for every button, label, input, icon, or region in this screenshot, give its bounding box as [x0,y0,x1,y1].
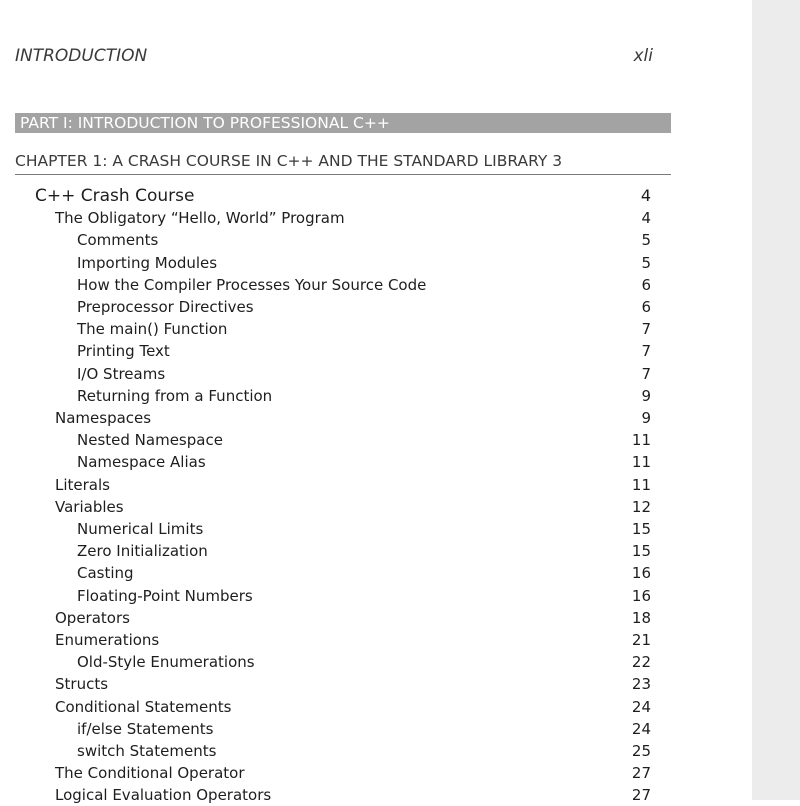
toc-entry-title: Enumerations [55,631,160,649]
toc-entry[interactable] [0,540,800,562]
toc-entry-page-number: 27 [631,786,651,805]
toc-entry[interactable] [0,651,800,673]
toc-entry-page-number: 4 [640,186,651,205]
toc-entry[interactable] [0,740,800,762]
toc-entry-page-number: 15 [631,542,651,561]
toc-entry[interactable] [0,718,800,740]
toc-entry-page-number: 6 [641,275,651,294]
toc-entry-title: Comments [77,231,159,250]
toc-entry[interactable] [0,274,800,296]
toc-entry-page-number: 5 [641,231,651,250]
toc-entry[interactable] [0,407,800,429]
toc-entry-page-number: 27 [631,764,651,783]
toc-entry-page-number: 23 [631,675,651,694]
part-heading: PART I: INTRODUCTION TO PROFESSIONAL C++ [15,113,671,133]
toc-entry[interactable] [0,474,800,496]
toc-entry-title: Nested Namespace [77,431,223,450]
toc-entry-title: Namespace Alias [77,453,206,472]
toc-entry[interactable] [0,629,800,651]
toc-entry-title: The Obligatory “Hello, World” Program [55,209,345,228]
running-head-title: INTRODUCTION [15,46,148,66]
toc-entry-page-number: 7 [641,364,651,383]
toc-entry[interactable] [0,518,800,540]
toc-entry-page-number: 7 [641,342,651,361]
toc-entry-title: Logical Evaluation Operators [55,786,272,805]
toc-entry-page-number: 15 [631,520,651,538]
toc-entry[interactable] [0,385,800,407]
toc-entry-title: switch Statements [77,742,217,760]
toc-entry[interactable] [0,696,800,718]
toc-entry-page-number: 9 [641,386,651,405]
toc-entry[interactable] [0,762,800,784]
toc-entry[interactable] [0,673,800,695]
toc-entry-page-number: 5 [641,253,651,272]
toc-entry[interactable] [0,185,800,207]
toc-entry[interactable] [0,585,800,607]
toc-entry-title: The main() Function [77,320,228,339]
toc-entry[interactable] [0,229,800,251]
toc-entry-page-number: 24 [631,719,651,738]
toc-entry-page-number: 4 [641,209,651,228]
toc-entry-title: Namespaces [55,409,152,427]
toc-entry-page-number: 24 [631,697,651,716]
toc-entry[interactable] [0,296,800,318]
toc-entry-title: Structs [55,675,109,694]
toc-entry-page-number: 11 [631,475,651,494]
toc-entry-page-number: 9 [641,409,651,427]
toc-entry-title: Floating-Point Numbers [77,586,253,605]
toc-entry-title: Importing Modules [77,253,218,272]
toc-entry-page-number: 22 [631,653,651,672]
toc-entry-title: if/else Statements [77,719,214,738]
running-head-page-number: xli [633,46,653,66]
toc-entry-title: C++ Crash Course [35,186,195,206]
toc-entry-page-number: 25 [631,742,651,760]
toc-entry-page-number: 18 [631,608,651,627]
toc-entry-page-number: 21 [631,631,651,649]
toc-entry[interactable] [0,207,800,229]
toc-entry[interactable] [0,784,800,806]
toc-entry-page-number: 12 [631,497,651,516]
toc-entry-title: Casting [77,564,134,583]
toc-entry-title: I/O Streams [77,364,166,383]
toc-entry-title: Old-Style Enumerations [77,653,255,672]
toc-entry-title: Numerical Limits [77,520,204,538]
running-head [15,46,653,70]
toc-entry-page-number: 11 [631,431,651,450]
toc-entry-title: Operators [55,608,130,627]
toc-entry-page-number: 11 [631,453,651,472]
toc-entry-title: Printing Text [77,342,170,361]
toc-entry-title: Returning from a Function [77,386,273,405]
toc-entry-page-number: 7 [641,320,651,339]
toc-entry-title: Literals [55,475,110,494]
toc-entry[interactable] [0,318,800,340]
toc-entry-title: The Conditional Operator [55,764,245,783]
toc-entry-page-number: 6 [641,298,651,316]
toc-entry[interactable] [0,252,800,274]
toc-entry[interactable] [0,496,800,518]
toc-entry[interactable] [0,340,800,362]
toc-entry[interactable] [0,429,800,451]
toc-entry-page-number: 16 [631,586,651,605]
toc-entry-title: Variables [55,497,124,516]
toc-entry-title: Preprocessor Directives [77,298,254,316]
toc-entry-title: Zero Initialization [77,542,208,561]
toc-entry-title: How the Compiler Processes Your Source Code [77,275,427,294]
toc-entry[interactable] [0,562,800,584]
toc-entry[interactable] [0,607,800,629]
toc-entry-page-number: 16 [631,564,651,583]
chapter-heading: CHAPTER 1: A CRASH COURSE IN C++ AND THE STANDARD LIBRARY 3 [15,152,563,170]
toc-entry[interactable] [0,451,800,473]
toc-entry[interactable] [0,363,800,385]
toc-entry-title: Conditional Statements [55,697,232,716]
chapter-divider [15,174,671,175]
